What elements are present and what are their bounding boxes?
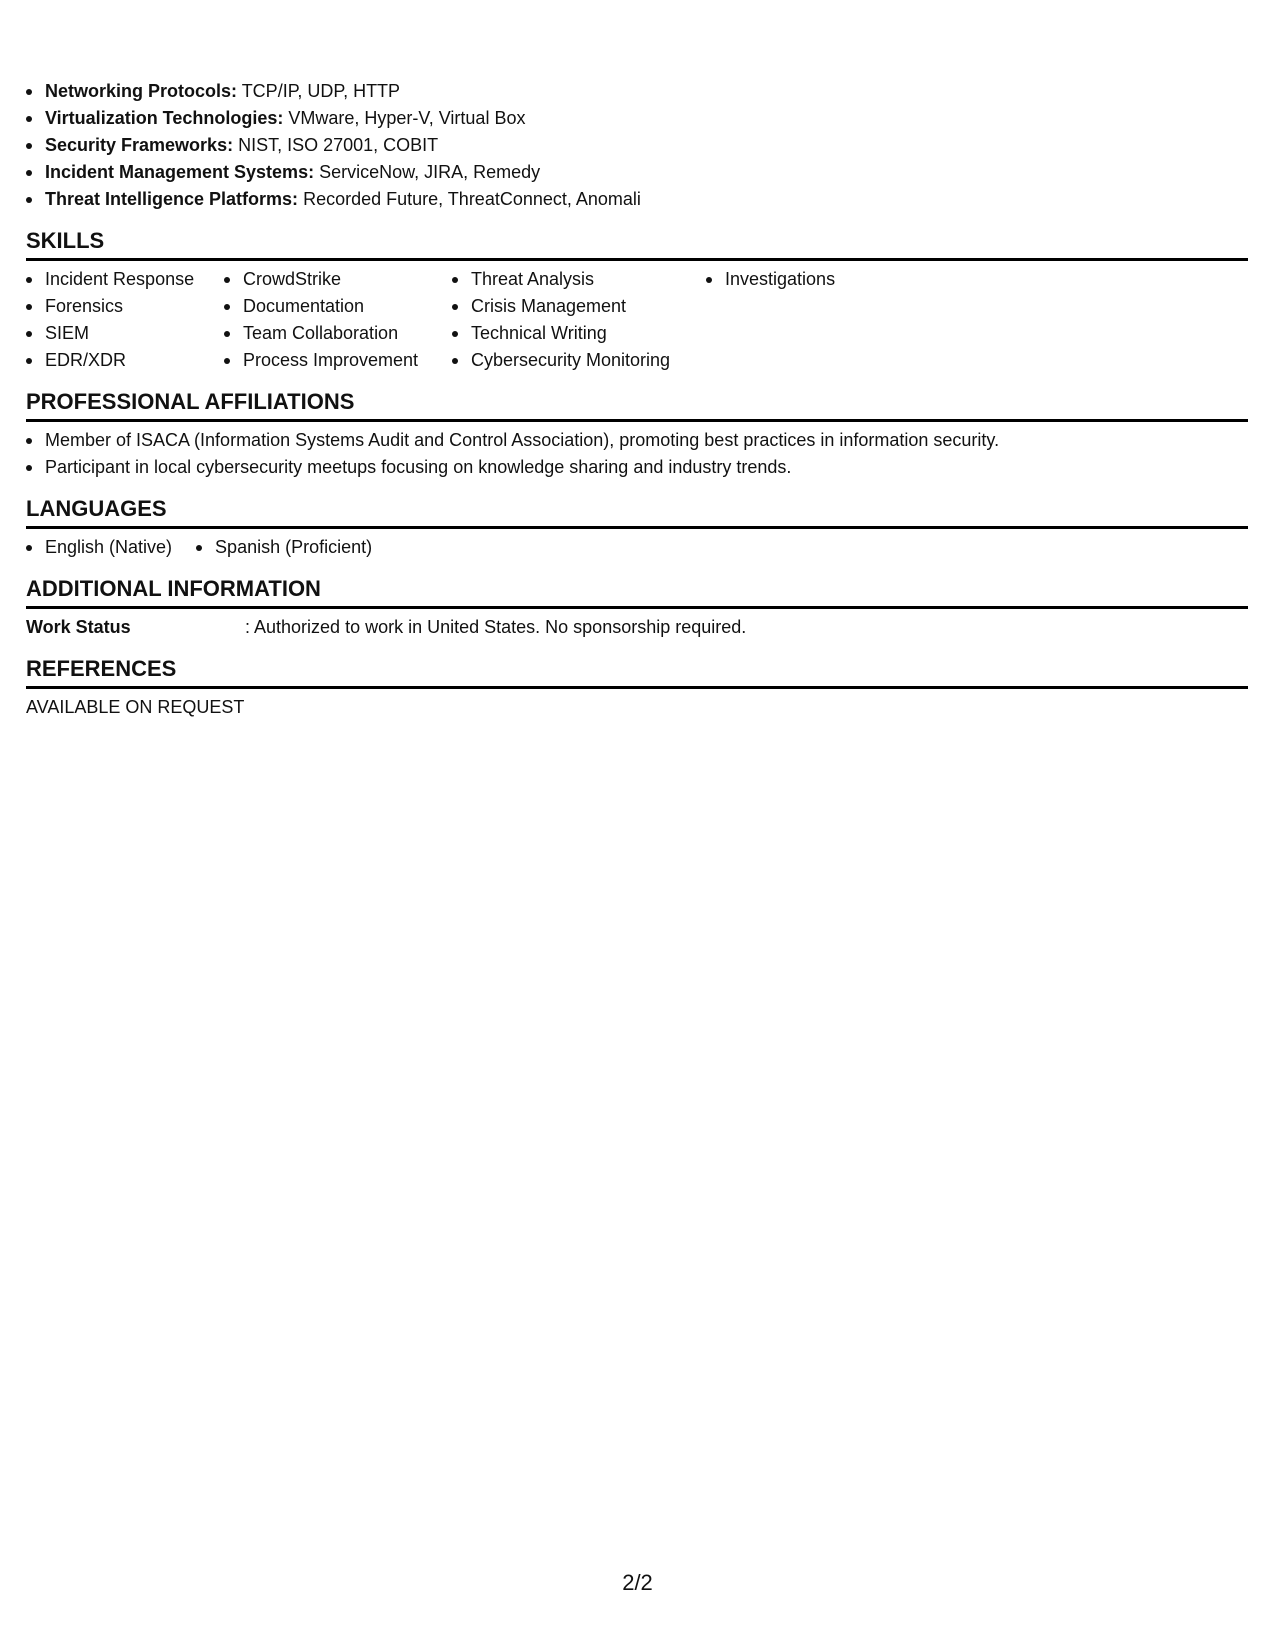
list-item: Security Frameworks: NIST, ISO 27001, COBIT [26, 132, 1248, 159]
section-title: REFERENCES [26, 655, 1248, 689]
skills-grid [26, 266, 1248, 374]
list-item: Virtualization Technologies: VMware, Hyper-V, Virtual Box [26, 105, 1248, 132]
list-item: Member of ISACA (Information Systems Audit and Control Association), promoting best practices in information security. [26, 427, 1248, 454]
resume-page [26, 78, 1248, 721]
language-item: Spanish (Proficient) [196, 534, 372, 561]
skill-item: Process Improvement [224, 347, 452, 374]
skill-item: Technical Writing [452, 320, 706, 347]
additional-information-section [26, 575, 1248, 641]
skills-column [452, 266, 706, 374]
skill-item: CrowdStrike [224, 266, 452, 293]
skills-column [706, 266, 906, 374]
page-number: 2/2 [622, 1570, 653, 1595]
language-item: English (Native) [26, 534, 172, 561]
skill-item: Team Collaboration [224, 320, 452, 347]
skill-item: Documentation [224, 293, 452, 320]
skills-column [224, 266, 452, 374]
section-title: SKILLS [26, 227, 1248, 261]
list-item: Networking Protocols: TCP/IP, UDP, HTTP [26, 78, 1248, 105]
list-item: Incident Management Systems: ServiceNow, JIRA, Remedy [26, 159, 1248, 186]
languages-list [26, 534, 1248, 561]
skill-item: EDR/XDR [26, 347, 224, 374]
section-title: LANGUAGES [26, 495, 1248, 529]
list-item: Threat Intelligence Platforms: Recorded Future, ThreatConnect, Anomali [26, 186, 1248, 213]
affiliations-section [26, 388, 1248, 481]
skill-item: Investigations [706, 266, 906, 293]
section-title: ADDITIONAL INFORMATION [26, 575, 1248, 609]
work-status-row [26, 614, 1248, 641]
tools-list [26, 78, 1248, 213]
list-item: Participant in local cybersecurity meetups focusing on knowledge sharing and industry trends. [26, 454, 1248, 481]
section-title: PROFESSIONAL AFFILIATIONS [26, 388, 1248, 422]
skills-section [26, 227, 1248, 374]
references-section [26, 655, 1248, 721]
references-text: AVAILABLE ON REQUEST [26, 697, 245, 717]
languages-section [26, 495, 1248, 561]
work-status-label: Work Status [26, 617, 131, 637]
skill-item: Crisis Management [452, 293, 706, 320]
skills-column [26, 266, 224, 374]
skill-item: Forensics [26, 293, 224, 320]
skill-item: Threat Analysis [452, 266, 706, 293]
affiliations-list [26, 427, 1248, 481]
skill-item: Cybersecurity Monitoring [452, 347, 706, 374]
skill-item: Incident Response [26, 266, 224, 293]
work-status-value: : Authorized to work in United States. No sponsorship required. [245, 617, 747, 637]
skill-item: SIEM [26, 320, 224, 347]
